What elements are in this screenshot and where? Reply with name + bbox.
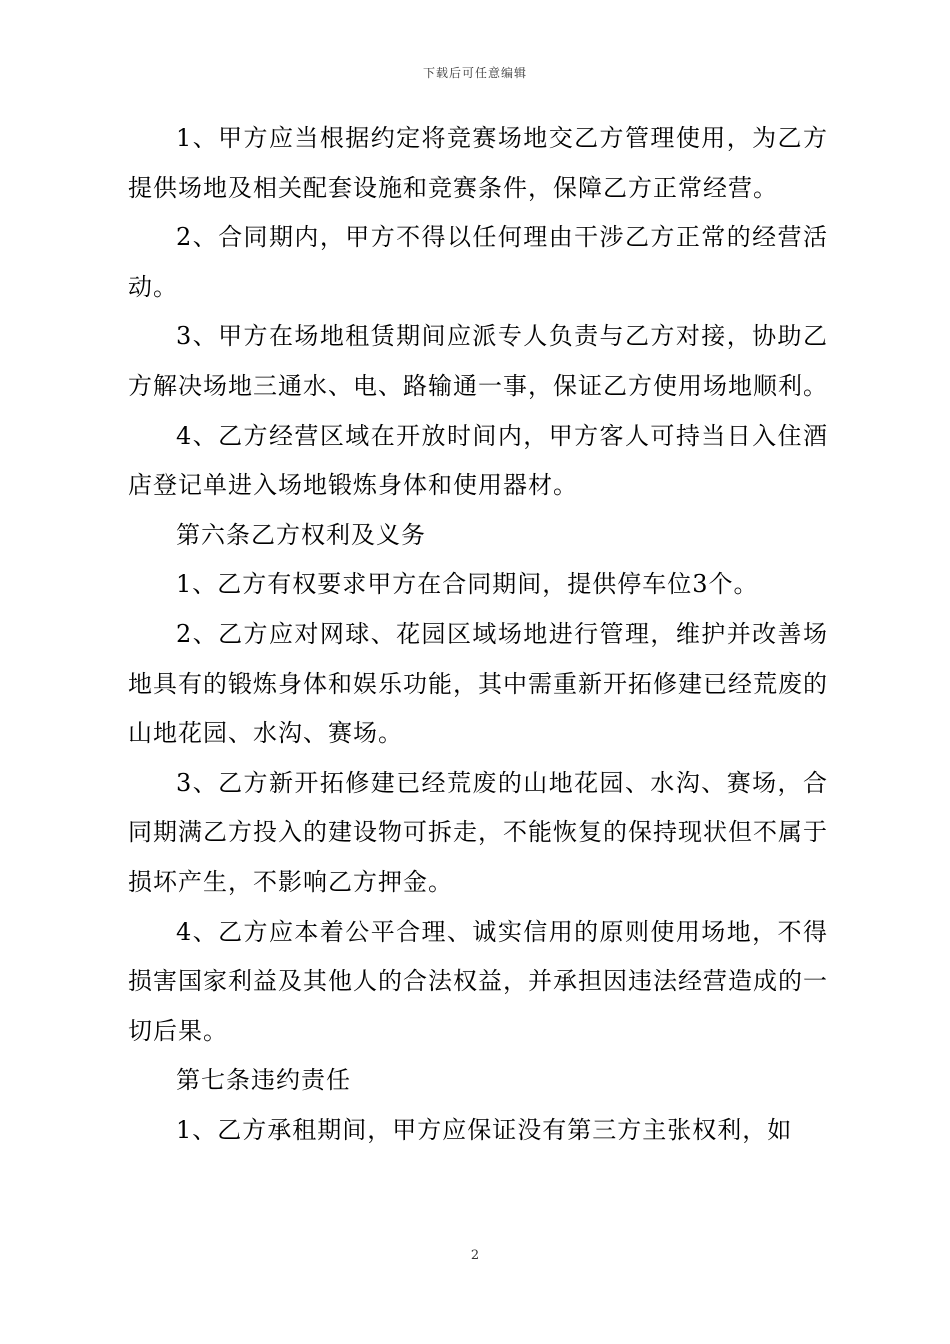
clause-paragraph: 1、乙方有权要求甲方在合同期间，提供停车位3个。 <box>176 570 759 599</box>
clause-paragraph: 4、乙方应本着公平合理、诚实信用的原则使用场地，不得损害国家利益及其他人的合法权益，并承担因违法经营造成的一切后果。 <box>128 917 828 1045</box>
clause-paragraph: 3、甲方在场地租赁期间应派专人负责与乙方对接，协助乙方解决场地三通水、电、路输通一事，保证乙方使用场地顺利。 <box>128 322 828 400</box>
clause-paragraph: 1、甲方应当根据约定将竞赛场地交乙方管理使用，为乙方提供场地及相关配套设施和竞赛条件，保障乙方正常经营。 <box>128 124 828 202</box>
page-number: 2 <box>470 1248 480 1263</box>
clause-paragraph: 3、乙方新开拓修建已经荒废的山地花园、水沟、赛场，合同期满乙方投入的建设物可拆走，不能恢复的保持现状但不属于损坏产生，不影响乙方押金。 <box>128 768 828 896</box>
clause-paragraph: 2、乙方应对网球、花园区域场地进行管理，维护并改善场地具有的锻炼身体和娱乐功能，其中需重新开拓修建已经荒废的山地花园、水沟、赛场。 <box>128 619 828 748</box>
clause-paragraph: 2、合同期内，甲方不得以任何理由干涉乙方正常的经营活动。 <box>128 223 828 301</box>
clause-paragraph: 4、乙方经营区域在开放时间内，甲方客人可持当日入住酒店登记单进入场地锻炼身体和使用器材。 <box>128 421 828 500</box>
page-header: 下载后可任意编辑 <box>422 66 527 80</box>
clause-paragraph: 1、乙方承租期间，甲方应保证没有第三方主张权利，如 <box>176 1115 793 1144</box>
article-heading: 第六条乙方权利及义务 <box>176 520 426 549</box>
document-body <box>128 114 828 1155</box>
article-heading: 第七条违约责任 <box>176 1066 351 1095</box>
